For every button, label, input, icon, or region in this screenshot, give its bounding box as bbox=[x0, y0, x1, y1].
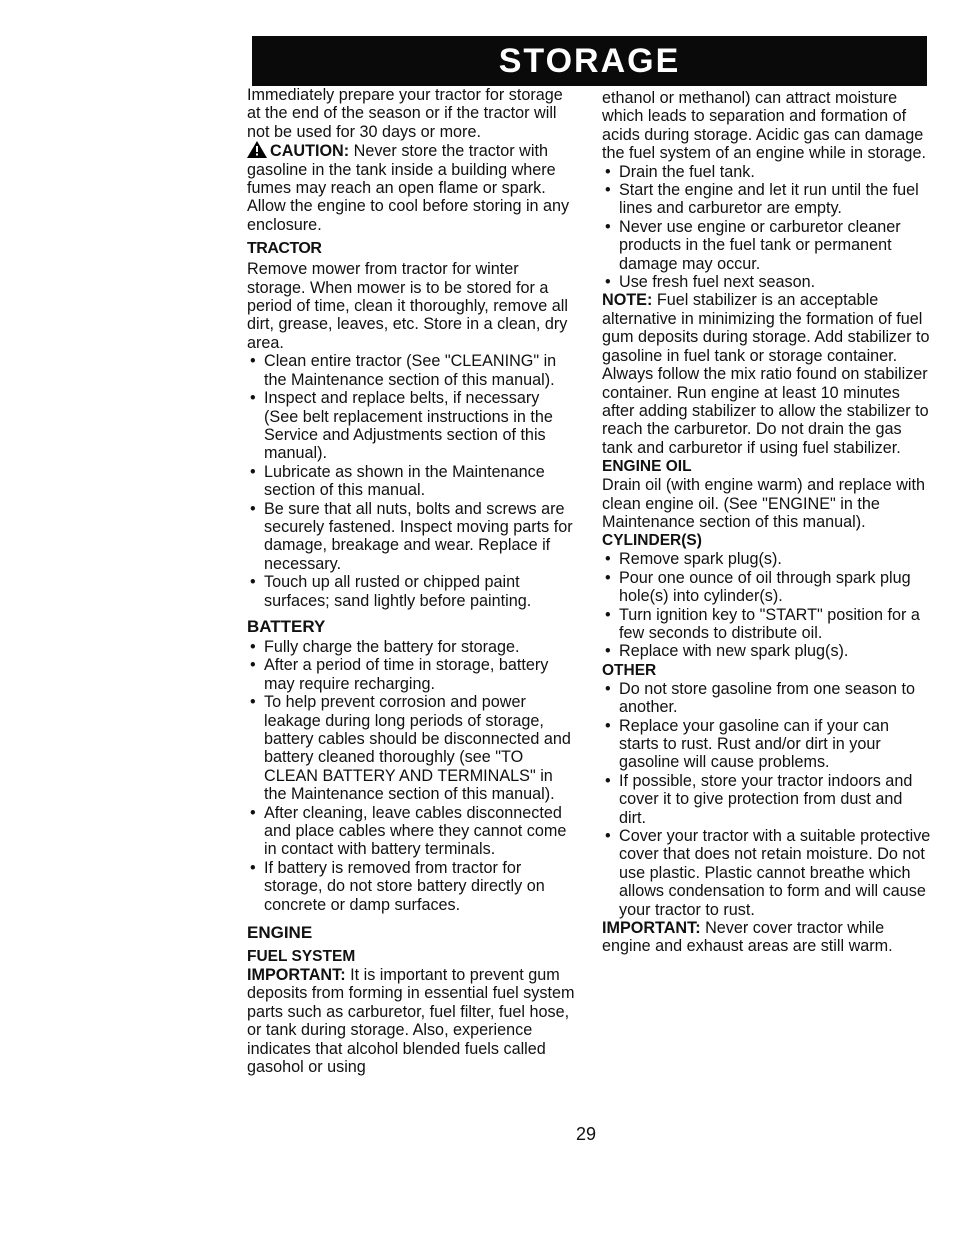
warning-triangle-icon bbox=[247, 141, 267, 158]
bullet: • bbox=[605, 568, 611, 587]
page-number: 29 bbox=[575, 1124, 597, 1144]
list-item bbox=[602, 827, 932, 919]
bullet: • bbox=[605, 771, 611, 790]
list-item bbox=[247, 573, 577, 610]
note-paragraph bbox=[602, 291, 932, 457]
engine-oil-heading: ENGINE OIL bbox=[602, 458, 692, 476]
tractor-paragraph: Remove mower from tractor for winter storage. When mower is to be stored for a period of time, clean it thoroughly, remove all dirt, grease, leaves, etc. Store in a clean, dry area. bbox=[247, 260, 568, 352]
list-item-text: Replace your gasoline can if your can starts to rust. Rust and/or dirt in your gasoline will cause problems. bbox=[619, 716, 889, 772]
list-item bbox=[602, 569, 932, 606]
list-item-text: Touch up all rusted or chipped paint surfaces; sand lightly before painting. bbox=[264, 573, 532, 610]
list-item-text: Cover your tractor with a suitable protective cover that does not retain moisture. Do not use plastic. Plastic cannot breathe which allows condensation to form and will cause your tractor to rust. bbox=[619, 827, 931, 919]
list-item-text: Start the engine and let it run until the fuel lines and carburetor are empty. bbox=[619, 181, 919, 218]
cylinders-heading: CYLINDER(S) bbox=[602, 532, 702, 550]
tractor-heading: TRACTOR bbox=[247, 240, 322, 258]
list-item bbox=[602, 550, 932, 568]
list-item-text: Replace with new spark plug(s). bbox=[619, 642, 849, 661]
list-item-text: Pour one ounce of oil through spark plug hole(s) into cylinder(s). bbox=[619, 568, 911, 606]
left-column bbox=[247, 86, 577, 1077]
list-item bbox=[247, 352, 577, 389]
bullet: • bbox=[605, 550, 611, 569]
list-item-text: If possible, store your tractor indoors and cover it to give protection from dust and dirt. bbox=[619, 771, 913, 827]
important-label: IMPORTANT: bbox=[602, 919, 701, 938]
list-item bbox=[247, 804, 577, 859]
other-heading: OTHER bbox=[602, 661, 657, 679]
important-text: Never cover tractor while engine and exhaust areas are still warm. bbox=[602, 919, 893, 956]
tractor-list bbox=[247, 352, 577, 610]
list-item-text: If battery is removed from tractor for storage, do not store battery directly on concrete or damp surfaces. bbox=[264, 858, 545, 914]
caution-label: CAUTION: bbox=[270, 142, 350, 161]
list-item bbox=[602, 218, 932, 273]
bullet: • bbox=[250, 573, 256, 592]
list-item-text: After a period of time in storage, battery may require recharging. bbox=[264, 656, 549, 693]
bullet: • bbox=[250, 637, 256, 656]
list-item bbox=[247, 500, 577, 574]
bullet: • bbox=[250, 858, 256, 877]
bullet: • bbox=[250, 656, 256, 675]
battery-heading: BATTERY bbox=[247, 616, 326, 636]
important-label: IMPORTANT: bbox=[247, 966, 346, 985]
list-item bbox=[247, 463, 577, 500]
final-important-paragraph bbox=[602, 919, 932, 956]
note-text: Fuel stabilizer is an acceptable alternative in minimizing the formation of fuel gum deposits during storage. Add stabilizer to gasoline in fuel tank or storage container. Always follow the mix ratio found on stabilizer container. Run engine at least 10 minutes after adding stabilizer to allow the stabilizer to reach the carburetor. Do not drain the gas tank and carburetor if using fuel stabilizer. bbox=[602, 291, 930, 457]
right-column bbox=[602, 89, 932, 956]
list-item bbox=[602, 606, 932, 643]
list-item bbox=[602, 642, 932, 660]
list-item bbox=[602, 273, 932, 291]
list-item-text: Be sure that all nuts, bolts and screws are securely fastened. Inspect moving parts for damage, breakage and wear. Replace if necessary. bbox=[264, 499, 573, 573]
list-item-text: Drain the fuel tank. bbox=[619, 162, 755, 181]
bullet: • bbox=[605, 162, 611, 181]
intro-paragraph: Immediately prepare your tractor for storage at the end of the season or if the tractor will not be used for 30 days or more. bbox=[247, 86, 563, 141]
bullet: • bbox=[250, 693, 256, 712]
bullet: • bbox=[250, 352, 256, 371]
bullet: • bbox=[605, 273, 611, 292]
bullet: • bbox=[605, 716, 611, 735]
list-item-text: Clean entire tractor (See "CLEANING" in the Maintenance section of this manual). bbox=[264, 352, 557, 389]
list-item bbox=[247, 656, 577, 693]
bullet: • bbox=[250, 462, 256, 481]
list-item-text: Do not store gasoline from one season to another. bbox=[619, 679, 916, 717]
list-item bbox=[602, 163, 932, 181]
bullet: • bbox=[250, 499, 256, 518]
list-item-text: Fully charge the battery for storage. bbox=[264, 637, 520, 656]
caution-text: Never store the tractor with gasoline in the tank inside a building where fumes may reach an open flame or spark. Allow the engine to cool before storing in any enclosure. bbox=[247, 142, 570, 234]
list-item bbox=[602, 772, 932, 827]
bullet: • bbox=[605, 217, 611, 236]
list-item bbox=[247, 859, 577, 914]
bullet: • bbox=[605, 642, 611, 661]
list-item-text: Turn ignition key to "START" position for a few seconds to distribute oil. bbox=[619, 605, 920, 642]
engine-heading: ENGINE bbox=[247, 923, 313, 943]
list-item bbox=[602, 181, 932, 218]
bullet: • bbox=[250, 803, 256, 822]
bullet: • bbox=[605, 827, 611, 846]
caution-paragraph bbox=[247, 141, 577, 234]
list-item bbox=[602, 680, 932, 717]
battery-list bbox=[247, 638, 577, 914]
page-title: STORAGE bbox=[498, 42, 681, 80]
list-item-text: Lubricate as shown in the Maintenance section of this manual. bbox=[264, 462, 545, 500]
list-item bbox=[602, 717, 932, 772]
bullet: • bbox=[605, 181, 611, 200]
important-paragraph bbox=[247, 966, 577, 1076]
important-text: It is important to prevent gum deposits from forming in essential fuel system parts such as carburetor, fuel filter, fuel hose, or tank during storage. Also, experience indicates that alcohol blended fuels called gasohol or using bbox=[247, 966, 575, 1077]
continued-paragraph: ethanol or methanol) can attract moisture which leads to separation and formation of acids during storage. Acidic gas can damage the fuel system of an engine while in storage. bbox=[602, 89, 926, 163]
list-item-text: To help prevent corrosion and power leakage during long periods of storage, battery cables should be disconnected and battery cleaned thoroughly (see "TO CLEAN BATTERY AND TERMINALS" in the Maintenance section of this manual). bbox=[264, 693, 571, 804]
list-item bbox=[247, 693, 577, 803]
bullet: • bbox=[250, 389, 256, 408]
list-item-text: Never use engine or carburetor cleaner products in the fuel tank or permanent damage may occur. bbox=[619, 217, 901, 273]
bullet: • bbox=[605, 679, 611, 698]
fuel-system-heading: FUEL SYSTEM bbox=[247, 948, 356, 966]
fuel-list bbox=[602, 163, 932, 292]
list-item bbox=[247, 638, 577, 656]
bullet: • bbox=[605, 605, 611, 624]
cylinders-list bbox=[602, 550, 932, 660]
list-item-text: Remove spark plug(s). bbox=[619, 550, 782, 569]
list-item bbox=[247, 389, 577, 463]
list-item-text: Use fresh fuel next season. bbox=[619, 273, 816, 292]
list-item-text: Inspect and replace belts, if necessary (See belt replacement instructions in the Service and Adjustments section of this manual). bbox=[264, 389, 553, 463]
other-list bbox=[602, 680, 932, 919]
note-label: NOTE: bbox=[602, 291, 653, 310]
page-title-banner bbox=[252, 36, 927, 86]
engine-oil-paragraph: Drain oil (with engine warm) and replace with clean engine oil. (See "ENGINE" in the Maintenance section of this manual). bbox=[602, 476, 925, 531]
list-item-text: After cleaning, leave cables disconnected and place cables where they cannot come in contact with battery terminals. bbox=[264, 803, 567, 859]
